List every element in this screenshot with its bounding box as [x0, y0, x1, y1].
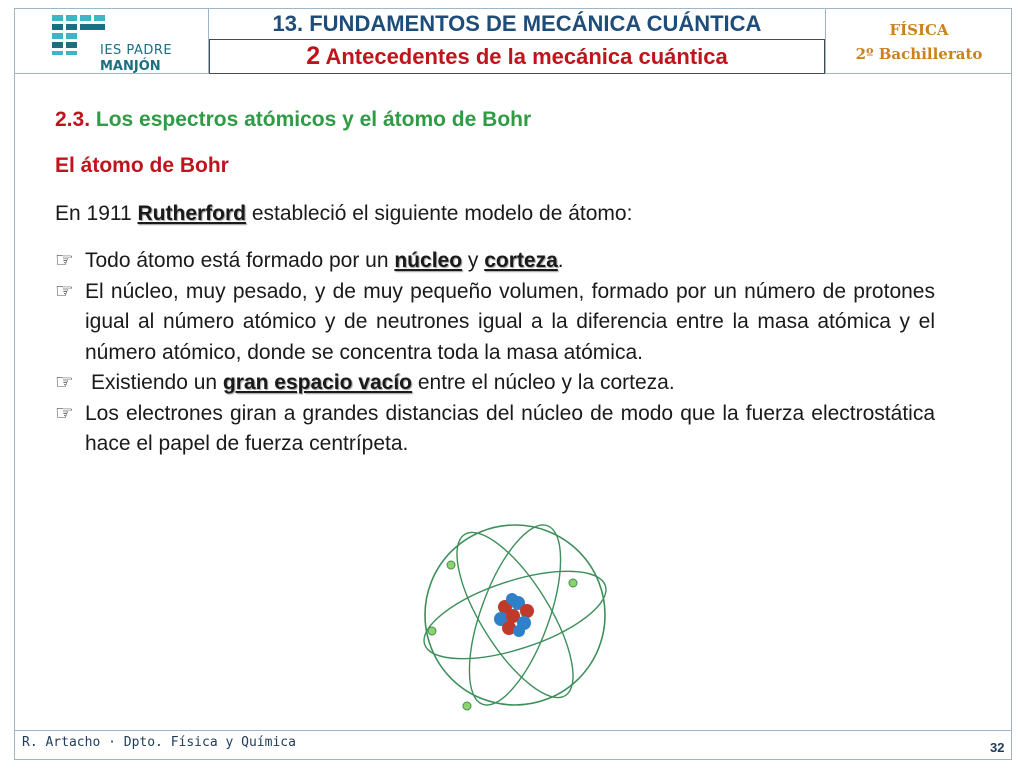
chapter-number: 2: [306, 42, 321, 70]
pointing-hand-icon: ☞: [55, 401, 74, 425]
chapter-title-text: Antecedentes de la mecánica cuántica: [320, 44, 728, 69]
course-label: 2º Bachillerato: [855, 45, 983, 63]
bullet-item: [55, 399, 935, 460]
bullet-text: entre el núcleo y la corteza.: [412, 371, 675, 394]
section-title: Los espectros atómicos y el átomo de Bohr: [90, 108, 532, 131]
intro-paragraph: [55, 202, 632, 226]
footer-author: R. Artacho · Dpto. Física y Química: [22, 735, 296, 750]
chapter-title: [209, 40, 825, 74]
bullet-text: Existiendo un: [91, 371, 223, 394]
bullet-item: [55, 368, 935, 399]
bullet-item: [55, 246, 935, 277]
logo-grid-icon: [52, 15, 106, 55]
pointing-hand-icon: ☞: [55, 249, 74, 272]
subject-block: [825, 8, 1012, 74]
bullet-text: El núcleo, muy pesado, y de muy pequeño volumen, formado por un número de protones igual al número atómico y de neutrones igual a la diferencia entre la masa atómica y el número atómico, donde se concentra toda la masa atómica.: [85, 279, 935, 364]
gran-espacio-highlight: gran espacio vacío: [222, 371, 413, 394]
bullet-text: y: [462, 249, 485, 272]
pointing-hand-icon: ☞: [55, 279, 74, 303]
atom-illustration: [405, 515, 625, 720]
bullet-text: Los electrones giran a grandes distancias del núcleo de modo que la fuerza electrostática hace el papel de fuerza centrípeta.: [85, 401, 935, 455]
corteza-highlight: corteza: [484, 249, 558, 272]
section-number: 2.3.: [55, 108, 91, 131]
bullet-text: Todo átomo está formado por un: [85, 249, 395, 272]
intro-pre: En 1911: [55, 202, 138, 225]
nucleo-highlight: núcleo: [394, 249, 463, 272]
rutherford-highlight: Rutherford: [137, 202, 247, 225]
pointing-hand-icon: ☞: [55, 371, 74, 394]
school-logo: [14, 8, 209, 74]
page-number: 32: [990, 740, 1005, 755]
subsection-heading: El átomo de Bohr: [55, 154, 229, 177]
logo-line1: IES PADRE: [100, 43, 173, 58]
bullet-list: [55, 246, 935, 460]
intro-post: estableció el siguiente modelo de átomo:: [246, 202, 633, 225]
logo-line2: MANJÓN: [100, 59, 161, 74]
bullet-item: [55, 277, 935, 369]
title-block: [209, 8, 825, 74]
logo-text: [100, 43, 172, 75]
unit-title: 13. FUNDAMENTOS DE MECÁNICA CUÁNTICA: [209, 8, 825, 40]
subject-label: FÍSICA: [889, 21, 949, 39]
section-heading: [55, 108, 531, 132]
bullet-text: .: [557, 249, 564, 272]
